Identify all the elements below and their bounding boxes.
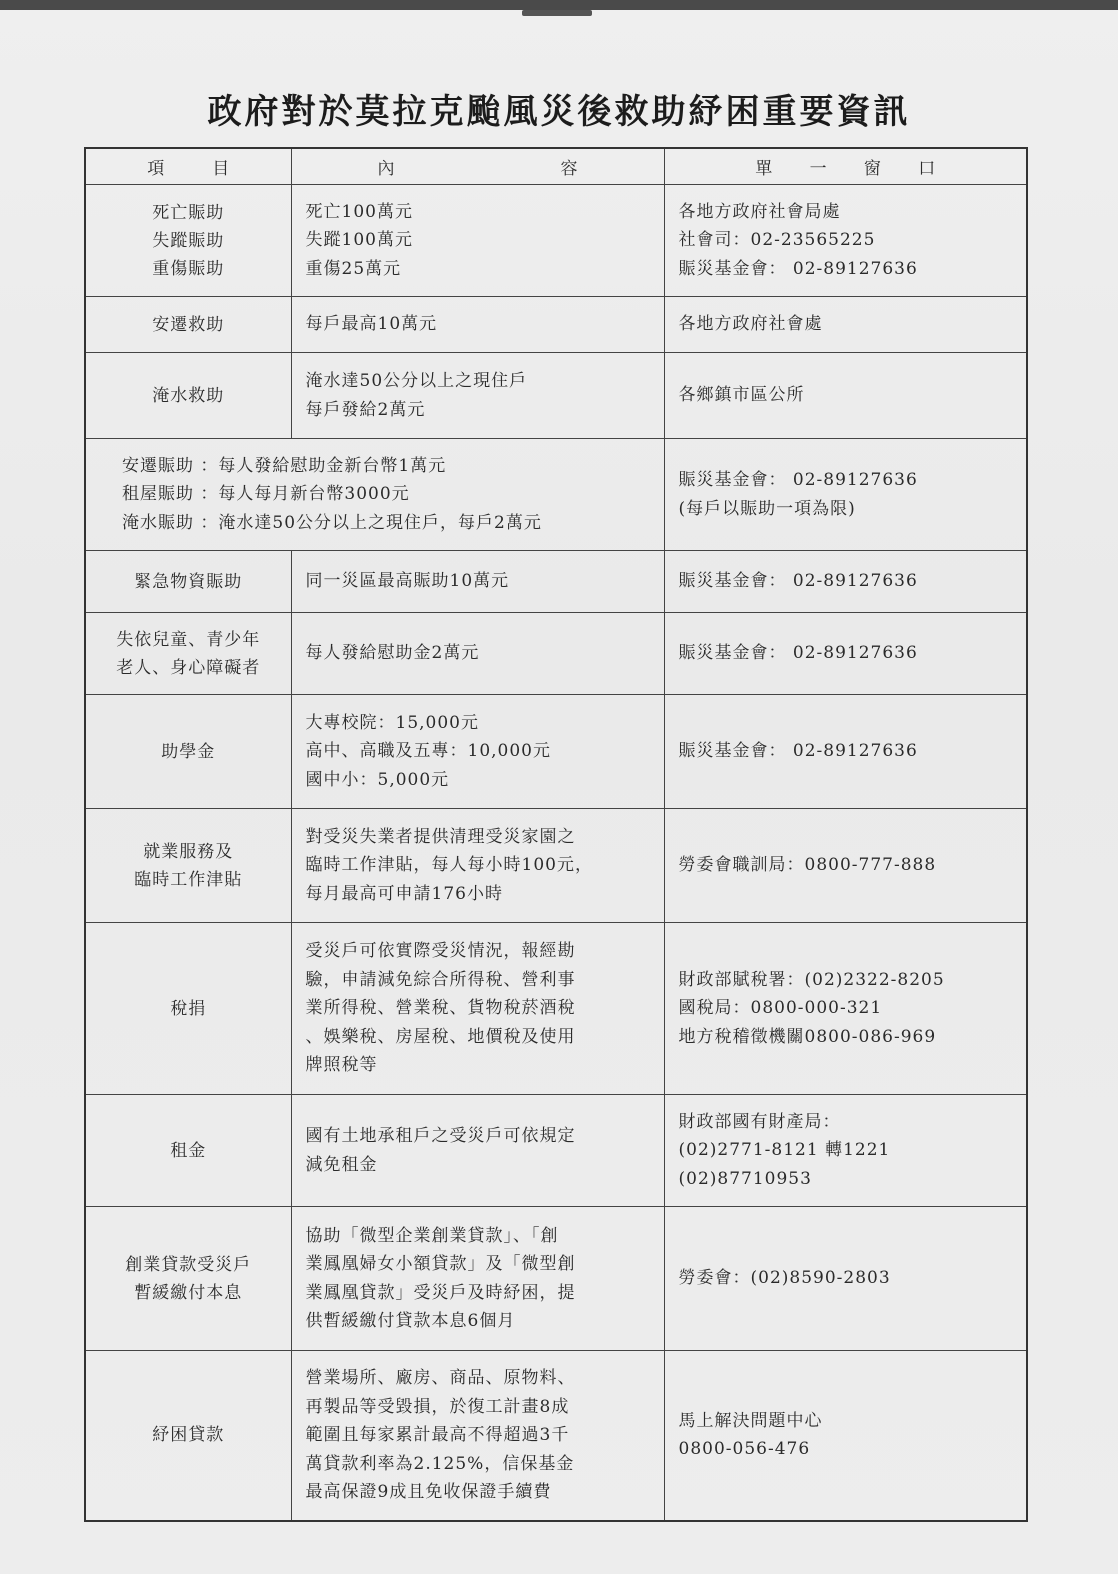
content-cell-line: 死亡100萬元 [305,201,413,222]
item-cell-line: 暫緩繳付本息 [134,1282,243,1303]
table-row [85,551,1027,613]
table-row [85,613,1027,695]
item-cell [85,613,291,695]
item-cell-line: 失依兒童、青少年 [116,629,261,650]
item-cell [85,551,291,613]
item-cell-line: 助學金 [161,741,216,762]
window-cell [664,1207,1027,1351]
item-cell-line: 創業貸款受災戶 [125,1254,252,1275]
window-cell [664,695,1027,809]
item-cell [85,1351,291,1521]
window-cell-line: 賑災基金會： 02-89127636 [678,258,918,279]
item-cell-line: 緊急物資賑助 [134,571,243,592]
content-cell-line: 每月最高可申請176小時 [305,883,503,904]
content-cell-line: 業所得稅、營業稅、貨物稅菸酒稅 [305,998,576,1019]
content-cell [291,613,664,695]
content-cell-line: 業鳳凰貸款」受災戶及時紓困，提 [305,1282,576,1303]
content-cell-line: 、娛樂稅、房屋稅、地價稅及使用 [305,1026,576,1047]
table-row [85,185,1027,297]
window-cell [664,809,1027,923]
item-cell [85,297,291,353]
merged-item-cell-line: 租屋賑助 ：每人每月新台幣3000元 [122,484,410,505]
content-cell-line: 淹水達50公分以上之現住戶 [305,371,528,391]
item-cell-line: 紓困貸款 [152,1425,225,1446]
table-row [85,297,1027,353]
window-cell-line: 賑災基金會： 02-89127636 [678,470,918,490]
content-cell-line: 大專校院：15,000元 [305,712,479,733]
content-cell-line: 失蹤100萬元 [305,230,413,251]
table-row [85,923,1027,1095]
item-cell [85,923,291,1095]
content-cell-line: 範圍且每家累計最高不得超過3千 [305,1425,570,1445]
item-cell-line: 重傷賑助 [152,258,225,279]
header-item: 項目 [85,148,291,185]
relief-info-table [84,147,1028,1522]
item-cell [85,185,291,297]
item-cell [85,1207,291,1351]
item-cell [85,809,291,923]
content-cell [291,297,664,353]
window-cell-line: (每戶以賑助一項為限) [678,498,856,519]
window-cell-line: 賑災基金會： 02-89127636 [678,741,918,762]
table-row [85,1351,1027,1521]
item-cell [85,353,291,439]
content-cell-line: 重傷25萬元 [305,258,402,279]
merged-item-cell-line: 淹水賑助 ：淹水達50公分以上之現住戶，每戶2萬元 [122,512,542,533]
content-cell-line: 國有土地承租戶之受災戶可依規定 [305,1126,576,1146]
content-cell-line: 國中小：5,000元 [305,769,450,790]
content-cell [291,551,664,613]
content-cell-line: 協助「微型企業創業貸款」、「創 [305,1225,559,1246]
item-cell-line: 失蹤賑助 [152,230,225,251]
item-cell-line: 老人、身心障礙者 [116,657,261,678]
window-cell-line: (02)87710953 [678,1168,812,1189]
content-cell [291,1351,664,1521]
window-cell [664,551,1027,613]
window-cell-line: 勞委會：(02)8590-2803 [678,1268,891,1289]
merged-item-cell-line: 安遷賑助 ：每人發給慰助金新台幣1萬元 [122,455,447,476]
table-row [85,439,1027,551]
window-cell-line: 社會司：02-23565225 [678,230,876,251]
window-cell [664,439,1027,551]
content-cell-line: 供暫緩繳付貸款本息6個月 [305,1311,516,1331]
window-cell-line: 各地方政府社會處 [678,314,823,335]
content-cell [291,695,664,809]
window-cell-line: 財政部賦稅署：(02)2322-8205 [678,969,945,990]
window-cell-line: 勞委會職訓局：0800-777-888 [678,855,937,876]
content-cell-line: 對受災失業者提供清理受災家園之 [305,826,576,847]
content-cell-line: 再製品等受毀損，於復工計畫8成 [305,1396,570,1417]
staple-mark [522,10,592,16]
window-cell [664,613,1027,695]
page-title: 政府對於莫拉克颱風災後救助紓困重要資訊 [207,92,911,132]
window-cell-line: 地方稅稽徵機關0800-086-969 [678,1026,937,1047]
table-header-row [85,148,1027,185]
window-cell-line: 各地方政府社會局處 [678,201,841,222]
table-row [85,1095,1027,1207]
window-cell-line: 財政部國有財產局： [678,1111,841,1132]
item-cell-line: 死亡賑助 [152,202,225,223]
window-cell-line: 0800-056-476 [678,1439,811,1460]
content-cell-line: 減免租金 [305,1154,378,1175]
content-cell [291,809,664,923]
content-cell [291,1095,664,1207]
window-cell-line: (02)2771-8121 轉1221 [678,1140,891,1161]
content-cell-line: 受災戶可依實際受災情況，報經勘 [305,941,576,962]
window-cell [664,1351,1027,1521]
content-cell-line: 驗，申請減免綜合所得稅、營利事 [305,969,576,990]
table-row [85,809,1027,923]
window-cell-line: 國稅局：0800-000-321 [678,998,883,1019]
content-cell-line: 營業場所、廠房、商品、原物料、 [305,1368,576,1388]
window-cell [664,353,1027,439]
table-row [85,353,1027,439]
window-cell [664,297,1027,353]
header-window [664,148,1027,185]
window-cell-line: 各鄉鎮市區公所 [678,385,805,406]
window-cell-line: 馬上解決問題中心 [678,1410,823,1431]
window-cell [664,923,1027,1095]
item-cell-line: 安遷救助 [152,314,225,335]
window-cell [664,1095,1027,1207]
window-cell-line: 賑災基金會： 02-89127636 [678,571,918,592]
header-content-label: 內容 [377,159,578,179]
item-cell [85,1095,291,1207]
merged-item-cell [85,439,664,551]
window-cell [664,185,1027,297]
content-cell-line: 臨時工作津貼，每人每小時100元， [305,855,593,876]
header-content [291,148,664,185]
content-cell [291,923,664,1095]
content-cell-line: 每戶發給2萬元 [305,399,426,420]
content-cell-line: 每人發給慰助金2萬元 [305,643,480,664]
content-cell-line: 牌照稅等 [305,1055,378,1076]
item-cell-line: 租金 [170,1140,207,1161]
window-cell-line: 賑災基金會： 02-89127636 [678,643,918,664]
header-window-label: 單一窗口 [755,159,936,179]
item-cell [85,695,291,809]
content-cell [291,353,664,439]
item-cell-line: 淹水救助 [152,385,225,406]
content-cell-line: 同一災區最高賑助10萬元 [305,571,510,592]
content-cell-line: 高中、高職及五專：10,000元 [305,741,551,762]
content-cell-line: 每戶最高10萬元 [305,314,438,335]
content-cell [291,185,664,297]
item-cell-line: 臨時工作津貼 [134,869,243,890]
item-cell-line: 就業服務及 [143,841,234,862]
content-cell-line: 最高保證9成且免收保證手續費 [305,1482,552,1502]
content-cell-line: 業鳳凰婦女小額貸款」及「微型創 [305,1254,576,1274]
content-cell [291,1207,664,1351]
table-row [85,1207,1027,1351]
item-cell-line: 稅捐 [170,998,207,1019]
content-cell-line: 萬貸款利率為2.125%，信保基金 [305,1453,575,1474]
table-row [85,695,1027,809]
scan-top-edge [0,0,1118,10]
